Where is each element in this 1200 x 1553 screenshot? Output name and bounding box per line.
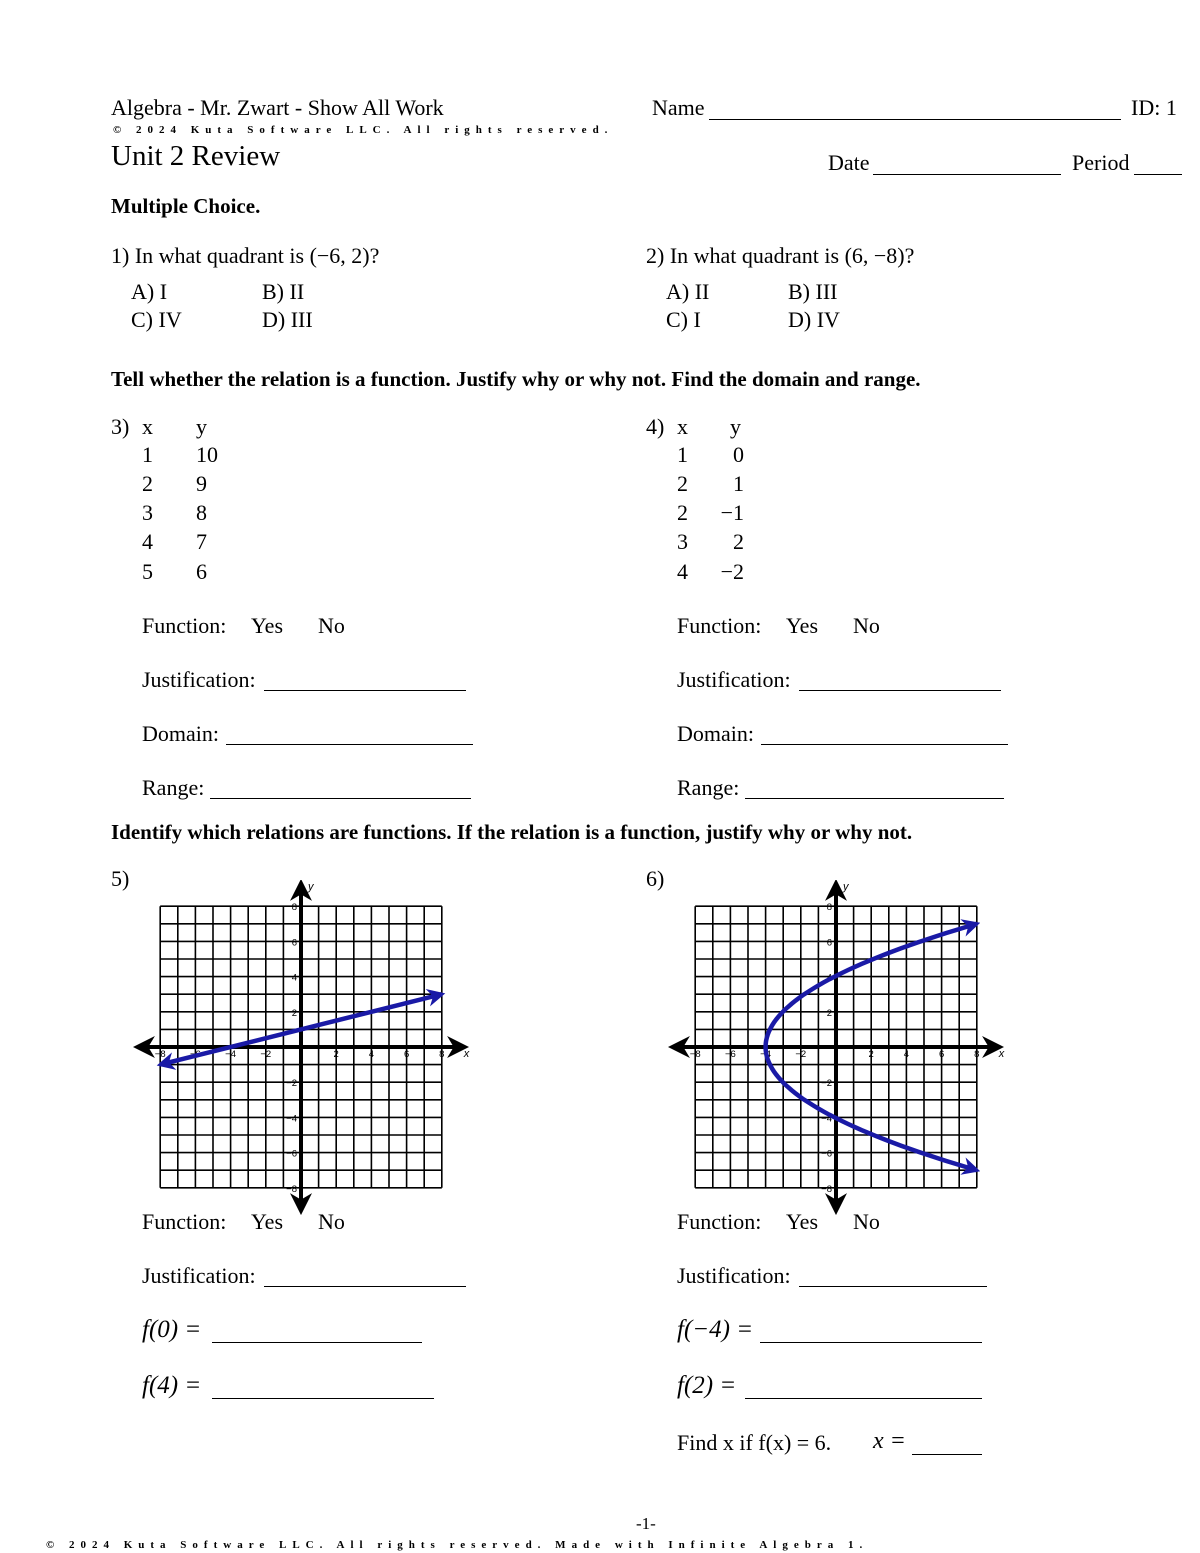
section-multiple-choice: Multiple Choice. xyxy=(111,194,261,218)
q2-choice-b[interactable]: B) III xyxy=(788,279,838,304)
q6-graph xyxy=(665,880,1010,1215)
q3-y-cell: 7 xyxy=(196,529,207,554)
q5-y-axis-label: y xyxy=(308,881,314,894)
q3-x-cell: 2 xyxy=(142,471,153,496)
q6-x-tick-label: −2 xyxy=(795,1049,807,1060)
q6-f-neg4-label: f(−4) = xyxy=(677,1316,754,1343)
q5-x-tick-label: −4 xyxy=(225,1049,237,1060)
q5-y-tick-label: −2 xyxy=(286,1078,297,1090)
section-relations: Tell whether the relation is a function. Justify why or why not. Find the domain and range. xyxy=(111,367,921,391)
q3-y-cell: 8 xyxy=(196,500,207,525)
q6-y-axis-label: y xyxy=(843,881,849,894)
q6-f-neg4-field[interactable] xyxy=(760,1342,982,1343)
q6-function-label: Function: xyxy=(677,1209,762,1234)
q3-range-label: Range: xyxy=(142,775,205,800)
q4-x-cell: 2 xyxy=(677,471,688,496)
q6-x-tick-label: 2 xyxy=(868,1049,874,1060)
q6-no-option[interactable]: No xyxy=(853,1209,880,1234)
q3-domain-field[interactable] xyxy=(226,744,473,745)
q2-choice-d[interactable]: D) IV xyxy=(788,307,840,332)
q1-prompt xyxy=(111,243,379,269)
q6-x-tick-label: 6 xyxy=(938,1049,945,1060)
q3-y-cell: 10 xyxy=(196,442,218,467)
q1-text: In what quadrant is xyxy=(134,243,305,268)
q5-justification-label: Justification: xyxy=(142,1263,256,1288)
q6-x-tick-label: −8 xyxy=(689,1049,701,1060)
course-title: Algebra - Mr. Zwart - Show All Work xyxy=(111,95,444,120)
q3-yes-option[interactable]: Yes xyxy=(251,613,284,638)
q6-x-label: x = xyxy=(873,1428,906,1454)
q4-y-cell: 1 xyxy=(733,471,744,496)
q5-f0-field[interactable] xyxy=(212,1342,422,1343)
q6-y-tick-label: 4 xyxy=(826,972,832,984)
q4-number: 4) xyxy=(646,414,665,439)
q3-justification-label: Justification: xyxy=(142,667,256,692)
q4-domain-field[interactable] xyxy=(761,744,1008,745)
name-field[interactable] xyxy=(709,119,1121,120)
q6-x-field[interactable] xyxy=(912,1454,982,1455)
q4-justification-label: Justification: xyxy=(677,667,791,692)
q2-choice-c[interactable]: C) I xyxy=(666,307,701,332)
q1-number: 1) xyxy=(111,243,130,268)
q5-y-tick-label: −6 xyxy=(286,1148,297,1160)
q1-point: (−6, 2)? xyxy=(309,243,380,268)
q5-number: 5) xyxy=(111,866,130,891)
q3-number: 3) xyxy=(111,414,130,439)
q4-x-cell: 2 xyxy=(677,500,688,525)
q1-choice-b[interactable]: B) II xyxy=(262,279,305,304)
q5-x-tick-label: −8 xyxy=(154,1049,166,1060)
q3-x-cell: 5 xyxy=(142,559,153,584)
q5-x-tick-label: 6 xyxy=(403,1049,410,1060)
id-label: ID: 1 xyxy=(1131,95,1177,120)
q3-y-cell: 9 xyxy=(196,471,207,496)
q4-domain-label: Domain: xyxy=(677,721,754,746)
q3-x-cell: 1 xyxy=(142,442,153,467)
q6-justification-label: Justification: xyxy=(677,1263,791,1288)
q6-y-tick-label: −4 xyxy=(821,1113,832,1125)
q5-x-tick-label: −2 xyxy=(260,1049,272,1060)
q6-find-x-prompt: Find x if f(x) = 6. xyxy=(677,1430,832,1455)
q2-choice-a[interactable]: A) II xyxy=(666,279,710,304)
q6-x-tick-label: −4 xyxy=(760,1049,772,1060)
q2-number: 2) xyxy=(646,243,665,268)
copyright-header: © 2024 Kuta Software LLC. All rights reserved. xyxy=(113,124,614,136)
section-graphs: Identify which relations are functions. If the relation is a function, justify why or why not. xyxy=(111,820,913,844)
q3-justification-field[interactable] xyxy=(264,690,466,691)
q6-x-tick-label: 8 xyxy=(974,1049,980,1060)
q5-x-tick-label: 4 xyxy=(368,1049,375,1060)
q5-y-tick-label: −4 xyxy=(286,1113,297,1125)
q6-y-tick-label: 8 xyxy=(826,902,832,914)
q5-justification-field[interactable] xyxy=(264,1286,466,1287)
q5-y-tick-label: 6 xyxy=(291,937,297,949)
q5-x-tick-label: 2 xyxy=(333,1049,339,1060)
copyright-footer: © 2024 Kuta Software LLC. All rights reserved. Made with Infinite Algebra 1. xyxy=(46,1539,869,1551)
q5-y-tick-label: 8 xyxy=(291,902,297,914)
q6-number: 6) xyxy=(646,866,665,891)
q5-x-axis-label: x xyxy=(463,1048,470,1060)
q6-y-tick-label: 2 xyxy=(826,1007,832,1019)
q4-x-cell: 3 xyxy=(677,529,688,554)
q4-y-cell: 0 xyxy=(733,442,744,467)
page-number: -1- xyxy=(636,1514,656,1533)
q4-no-option[interactable]: No xyxy=(853,613,880,638)
q5-no-option[interactable]: No xyxy=(318,1209,345,1234)
q4-x-header: x xyxy=(677,414,688,439)
q5-f0-label: f(0) = xyxy=(142,1316,202,1343)
q4-range-field[interactable] xyxy=(745,798,1004,799)
q5-f4-label: f(4) = xyxy=(142,1372,202,1399)
q4-y-cell: −1 xyxy=(720,500,744,525)
page-title: Unit 2 Review xyxy=(111,140,281,172)
q4-range-label: Range: xyxy=(677,775,740,800)
q4-y-cell: 2 xyxy=(733,529,744,554)
q3-y-header: y xyxy=(196,414,207,439)
q1-choice-d[interactable]: D) III xyxy=(262,307,313,332)
q5-graph xyxy=(130,880,475,1215)
q4-y-header: y xyxy=(730,414,741,439)
q6-f2-field[interactable] xyxy=(745,1398,982,1399)
q3-y-cell: 6 xyxy=(196,559,207,584)
q5-y-tick-label: −8 xyxy=(286,1183,297,1195)
q6-y-tick-label: −2 xyxy=(821,1078,832,1090)
q5-x-tick-label: −6 xyxy=(189,1049,201,1060)
q4-x-cell: 4 xyxy=(677,559,688,584)
q3-x-cell: 3 xyxy=(142,500,153,525)
q4-y-cell: −2 xyxy=(720,559,744,584)
q6-y-tick-label: 6 xyxy=(826,937,832,949)
q4-yes-option[interactable]: Yes xyxy=(786,613,819,638)
q5-f4-field[interactable] xyxy=(212,1398,434,1399)
q3-domain-label: Domain: xyxy=(142,721,219,746)
q3-range-field[interactable] xyxy=(210,798,471,799)
name-label: Name xyxy=(652,95,705,120)
q6-yes-option[interactable]: Yes xyxy=(786,1209,819,1234)
q3-function-label: Function: xyxy=(142,613,227,638)
q6-y-tick-label: −8 xyxy=(821,1183,832,1195)
q6-x-axis-label: x xyxy=(998,1048,1005,1060)
q6-y-tick-label: −6 xyxy=(821,1148,832,1160)
q5-x-tick-label: 8 xyxy=(439,1049,445,1060)
q1-choice-a[interactable]: A) I xyxy=(131,279,168,304)
date-label: Date xyxy=(828,150,870,175)
q4-function-label: Function: xyxy=(677,613,762,638)
q3-x-header: x xyxy=(142,414,153,439)
q2-text: In what quadrant is xyxy=(669,243,840,268)
q4-x-cell: 1 xyxy=(677,442,688,467)
period-label: Period xyxy=(1072,150,1130,175)
q6-f2-label: f(2) = xyxy=(677,1372,737,1399)
q6-justification-field[interactable] xyxy=(799,1286,987,1287)
q2-point: (6, −8)? xyxy=(844,243,915,268)
q5-yes-option[interactable]: Yes xyxy=(251,1209,284,1234)
date-field[interactable] xyxy=(873,174,1061,175)
period-field[interactable] xyxy=(1134,174,1182,175)
q3-no-option[interactable]: No xyxy=(318,613,345,638)
q6-x-tick-label: 4 xyxy=(903,1049,910,1060)
q4-justification-field[interactable] xyxy=(799,690,1001,691)
q5-y-tick-label: 4 xyxy=(291,972,297,984)
q5-function-label: Function: xyxy=(142,1209,227,1234)
q2-prompt xyxy=(646,243,914,269)
q5-y-tick-label: 2 xyxy=(291,1007,297,1019)
q3-x-cell: 4 xyxy=(142,529,153,554)
q6-x-tick-label: −6 xyxy=(724,1049,736,1060)
q1-choice-c[interactable]: C) IV xyxy=(131,307,182,332)
